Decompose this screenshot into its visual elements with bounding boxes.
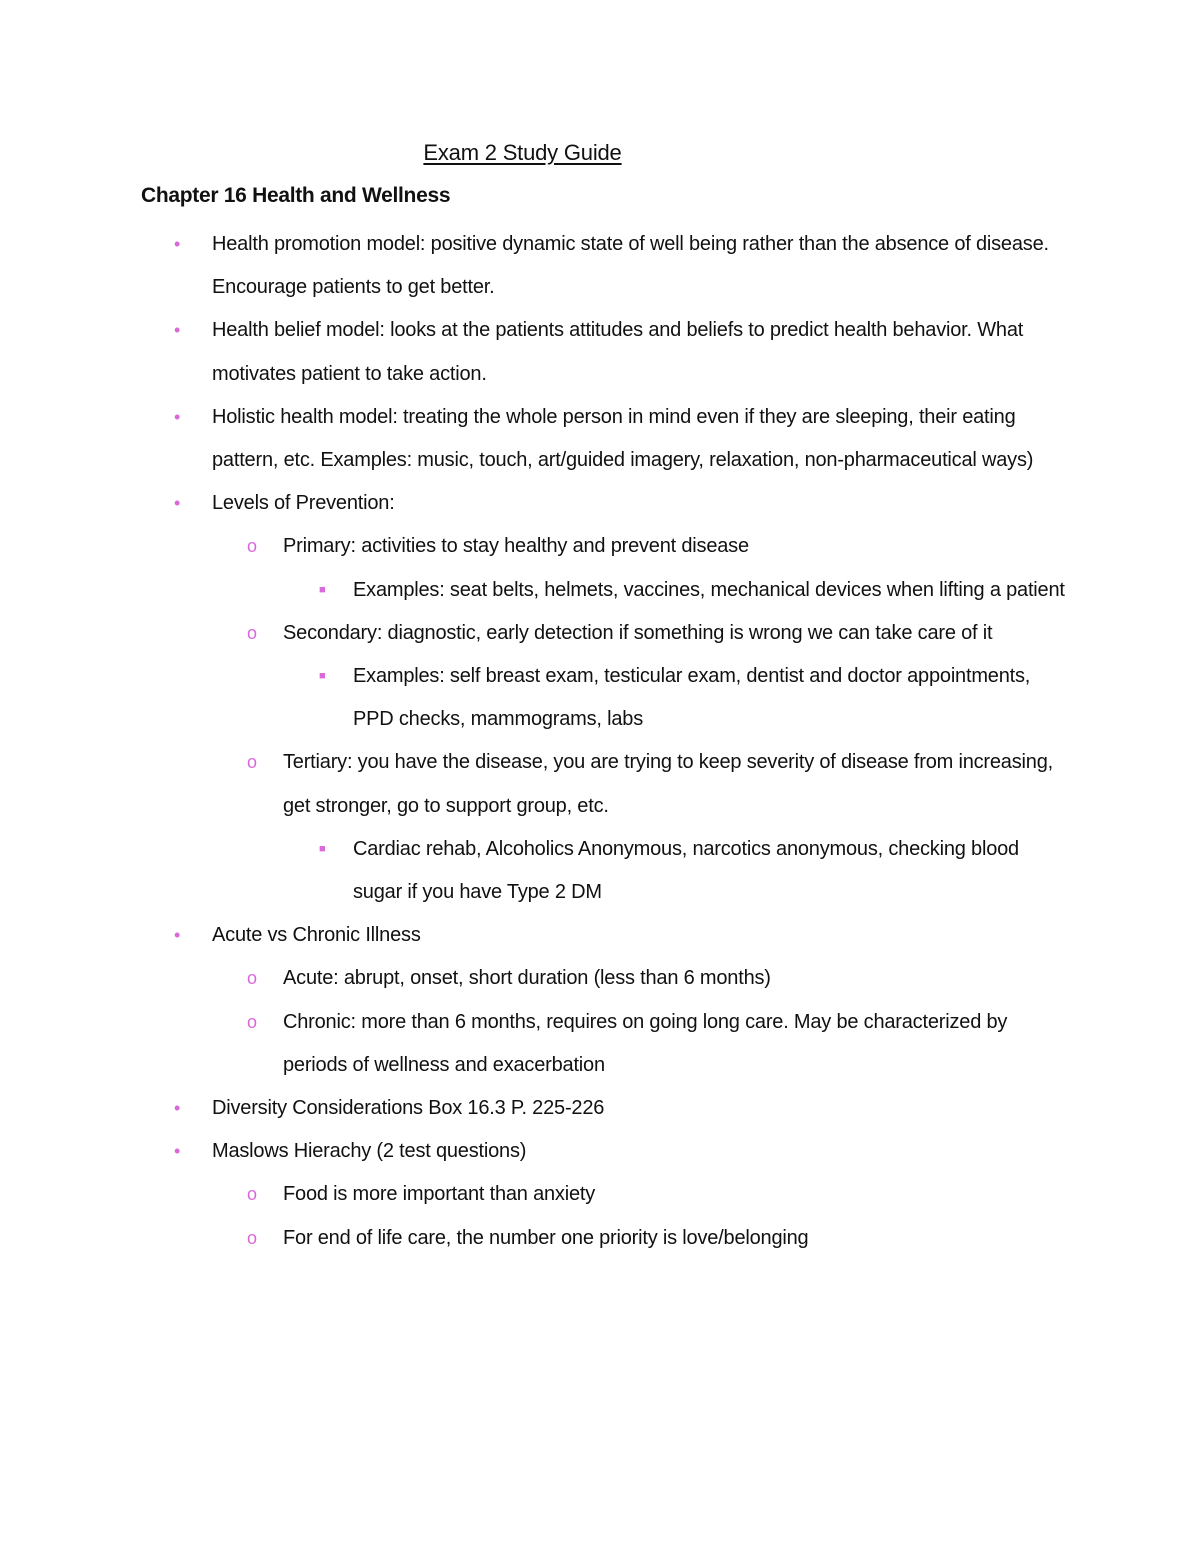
list-item-text: Examples: self breast exam, testicular exam, dentist and doctor appointments, PPD checks, mammograms, labs [353,665,1031,731]
list-item-text: Maslows Hierachy (2 test questions) [212,1140,527,1163]
circle-bullet-icon: o [247,752,257,773]
bullet-icon: • [174,320,181,341]
list-item-text: Chronic: more than 6 months, requires on going long care. May be characterized by periods of wellness and exacerbation [283,1010,1008,1076]
circle-bullet-icon: o [247,622,257,643]
list-item [247,1173,1073,1216]
circle-bullet-icon: o [247,536,257,557]
list-item-text: Examples: seat belts, helmets, vaccines, mechanical devices when lifting a patient [353,578,1065,601]
circle-bullet-icon: o [247,968,257,989]
list-item-text: Secondary: diagnostic, early detection if something is wrong we can take care of it [283,621,993,644]
square-bullet-icon: ■ [319,670,326,683]
list-item [174,482,1072,525]
bullet-icon: • [174,493,181,514]
list-item [247,1217,1073,1260]
list-item-text: Acute: abrupt, onset, short duration (less than 6 months) [283,967,771,990]
list-item-text: Food is more important than anxiety [283,1183,596,1206]
list-item-text: For end of life care, the number one priority is love/belonging [283,1226,809,1249]
document-title: Exam 2 Study Guide [423,140,622,165]
list-item [247,1001,1073,1087]
square-bullet-icon: ■ [319,583,326,596]
list-item-text: Cardiac rehab, Alcoholics Anonymous, narcotics anonymous, checking blood sugar if you have Type 2 DM [353,837,1019,904]
circle-bullet-icon: o [247,1184,257,1205]
list-item [319,569,1073,612]
list-item-text: Tertiary: you have the disease, you are trying to keep severity of disease from increasing, get stronger, go to support group, etc. [283,751,1053,817]
circle-bullet-icon: o [247,1011,257,1032]
chapter-heading: Chapter 16 Health and Wellness [141,184,451,207]
list-item-text: Acute vs Chronic Illness [212,924,421,947]
bullet-icon: • [174,406,181,427]
list-item-text: Primary: activities to stay healthy and prevent disease [283,535,749,558]
bullet-icon: • [174,1141,181,1162]
list-item-text: Health belief model: looks at the patients attitudes and beliefs to predict health behavior. What motivates patient to take action. [212,319,1024,385]
list-item-text: Levels of Prevention: [212,492,395,515]
bullet-icon: • [174,925,181,946]
list-item [174,914,1072,957]
list-item [319,828,1073,914]
list-item [174,1087,1072,1130]
list-item [174,396,1072,482]
list-item [247,741,1073,827]
list-item [319,655,1073,741]
bullet-icon: • [174,234,181,254]
list-item [174,223,1072,309]
bullet-icon: • [174,1098,181,1119]
circle-bullet-icon: o [247,1227,257,1248]
list-item-text: Holistic health model: treating the whole person in mind even if they are sleeping, their eating pattern, etc. Examples: music, touch, art/guided imagery, relaxation, non-pharmaceutical ways) [212,405,1034,472]
list-item-text: Diversity Considerations Box 16.3 P. 225-226 [212,1097,605,1120]
list-item [247,957,1073,1000]
outline-list [0,223,1200,1260]
list-item [247,525,1073,568]
list-item [174,309,1072,395]
square-bullet-icon: ■ [319,842,326,855]
list-item-text: Health promotion model: positive dynamic state of well being rather than the absence of disease. Encourage patients to get better. [212,233,1049,299]
list-item [174,1130,1072,1173]
list-item [247,612,1073,655]
